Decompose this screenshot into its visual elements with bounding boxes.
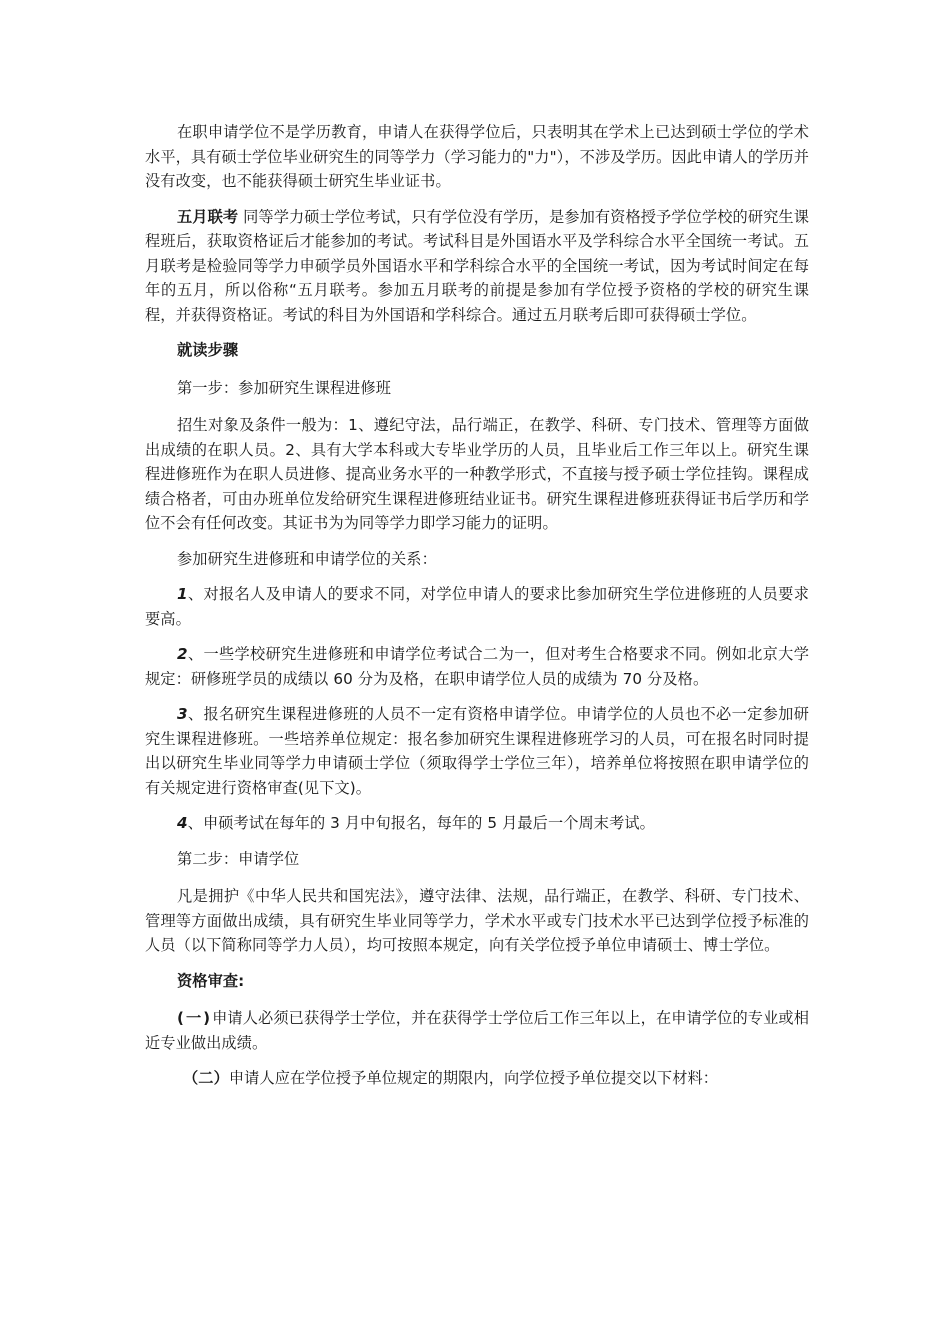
list-item-4 [145, 811, 809, 836]
review-item-text: 申请人必须已获得学士学位，并在获得学士学位后工作三年以上，在申请学位的专业或相近专业做出成绩。 [145, 1009, 809, 1052]
list-text: 、对报名人及申请人的要求不同，对学位申请人的要求比参加研究生学位进修班的人员要求要高。 [145, 585, 809, 628]
review-item-1 [145, 1006, 809, 1055]
may-exam-lead: 五月联考 [177, 207, 239, 226]
paragraph-may-exam [145, 205, 809, 328]
paragraph-text: 参加研究生进修班和申请学位的关系： [177, 549, 437, 568]
heading-study-steps [145, 338, 809, 363]
list-text: 、报名研究生课程进修班的人员不一定有资格申请学位。申请学位的人员也不必一定参加研究生课程进修班。一些培养单位规定：报名参加研究生课程进修班学习的人员，可在报名时同时提出以研究生毕业同等学力申请硕士学位（须取得学士学位三年），培养单位将按照在职申请学位的有关规定进行资格审查(见下文)。 [145, 705, 809, 797]
review-item-mark: （二） [183, 1069, 229, 1087]
document-body [145, 120, 809, 1102]
review-item-2 [145, 1066, 809, 1091]
list-number: 1 [177, 585, 188, 603]
paragraph-text: 凡是拥护《中华人民共和国宪法》，遵守法律、法规，品行端正，在教学、科研、专门技术、管理等方面做出成绩，具有研究生毕业同等学力，学术水平或专门技术水平已达到学位授予标准的人员（以下简称同等学力人员），均可按照本规定，向有关学位授予单位申请硕士、博士学位。 [145, 887, 809, 954]
list-text: 、一些学校研究生进修班和申请学位考试合二为一，但对考生合格要求不同。例如北京大学规定：研修班学员的成绩以 60 分为及格，在职申请学位人员的成绩为 70 分及格。 [145, 645, 809, 688]
heading-text: 就读步骤 [177, 341, 239, 359]
paragraph-text: 同等学力硕士学位考试，只有学位没有学历，是参加有资格授予学位学校的研究生课程班后，获取资格证后才能参加的考试。考试科目是外国语水平及学科综合水平全国统一考试。五月联考是检验同等学力申硕学员外国语水平和学科综合水平的全国统一考试，因为考试时间定在每年的五月，所以俗称“五月联考。参加五月联考的前提是参加有学位授予资格的学校的研究生课程，并获得资格证。考试的科目为外国语和学科综合。通过五月联考后即可获得硕士学位。 [145, 207, 809, 324]
paragraph-relationship-intro [145, 547, 809, 572]
step-one-title [145, 376, 809, 401]
list-number: 4 [177, 814, 188, 832]
heading-qualification-review [145, 969, 809, 994]
list-item-1 [145, 582, 809, 631]
list-number: 3 [177, 705, 188, 723]
review-item-text: 申请人应在学位授予单位规定的期限内，向学位授予单位提交以下材料： [228, 1069, 719, 1087]
list-text: 、申硕考试在每年的 3 月中旬报名，每年的 5 月最后一个周末考试。 [187, 814, 655, 832]
paragraph-enrollment-conditions [145, 413, 809, 536]
step-text: 第一步：参加研究生课程进修班 [177, 378, 392, 397]
step-two-title [145, 847, 809, 872]
heading-text: 资格审查: [177, 971, 245, 990]
list-item-2 [145, 642, 809, 691]
step-text: 第二步：申请学位 [177, 849, 300, 868]
paragraph-text: 在职申请学位不是学历教育，申请人在获得学位后，只表明其在学术上已达到硕士学位的学术水平，具有硕士学位毕业研究生的同等学力（学习能力的"力"），不涉及学历。因此申请人的学历并没有改变，也不能获得硕士研究生毕业证书。 [145, 123, 809, 190]
paragraph-text: 招生对象及条件一般为：1、遵纪守法，品行端正，在教学、科研、专门技术、管理等方面做出成绩的在职人员。2、具有大学本科或大专毕业学历的人员，且毕业后工作三年以上。研究生课程进修班作为在职人员进修、提高业务水平的一种教学形式，不直接与授予硕士学位挂钩。课程成绩合格者，可由办班单位发给研究生课程进修班结业证书。研究生课程进修班获得证书后学历和学位不会有任何改变。其证书为为同等学力即学习能力的证明。 [145, 416, 809, 532]
paragraph-degree-not-education [145, 120, 809, 194]
list-number: 2 [177, 645, 188, 663]
list-item-3 [145, 702, 809, 800]
paragraph-eligibility [145, 884, 809, 958]
review-item-mark: (一) [177, 1009, 213, 1027]
